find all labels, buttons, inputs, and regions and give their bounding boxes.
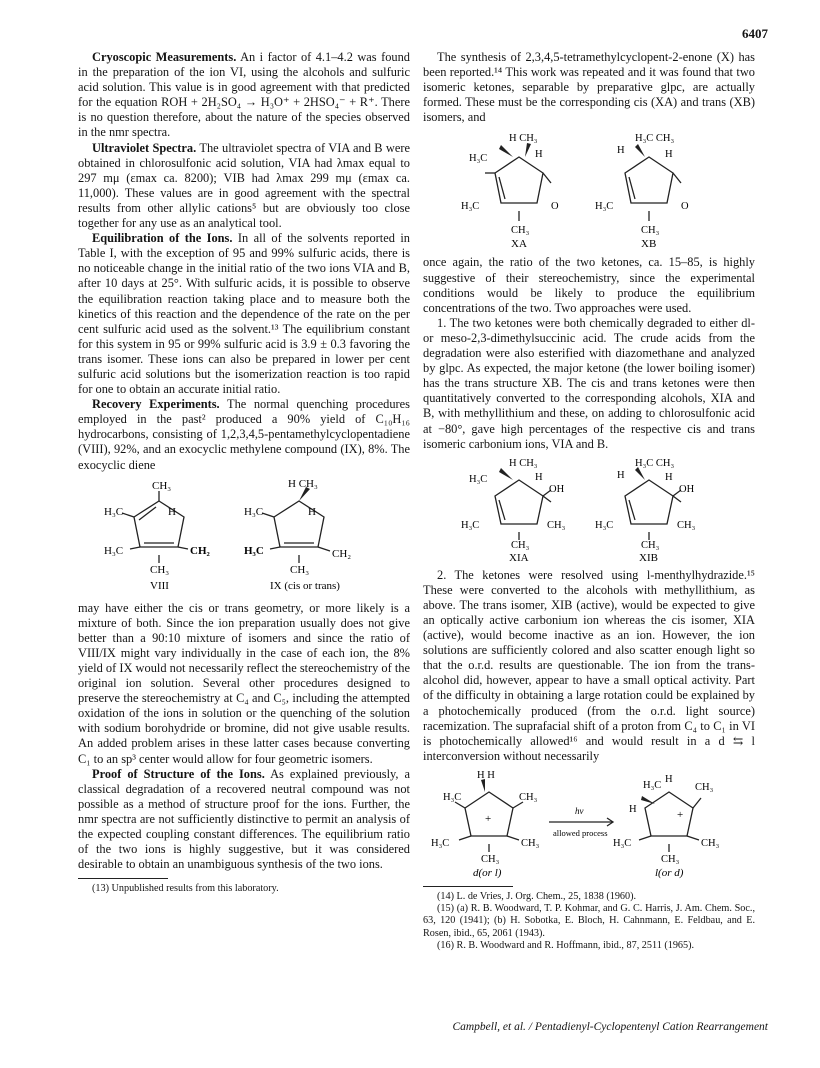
paragraph-recovery: Recovery Experiments. The normal quenching procedures employed in the past² produced a 90% yield of C₁₀H₁₆ hydrocarbons, consisting of 1,2,3,4,5-pentamethylcyclopentadiene (VIII), 92%, and an exocyclic methylene compound (IX), 8%. The exocyclic diene xyxy=(78,397,411,472)
photo-h-top-right: H xyxy=(665,773,673,785)
xa-o: O xyxy=(551,201,559,213)
photo-ch3-top-right: CH₃ xyxy=(695,781,714,793)
viii-ch2: CH₂ xyxy=(190,544,210,557)
paragraph-synthesis: The synthesis of 2,3,4,5-tetramethylcyclopent-2-enone (X) has been reported.¹⁴ This work was repeated and it was found that two isomeric ketones, separable by preparative glpc, are actually formed. These must be the corresponding cis (XA) and trans (XB) isomers, and xyxy=(423,50,755,125)
xb-h-left: H xyxy=(617,145,625,157)
xib-h-left: H xyxy=(617,469,625,481)
xa-label: XA xyxy=(511,238,527,251)
xa-ch3: CH₃ xyxy=(511,225,530,237)
viii-h: H xyxy=(168,505,176,518)
footnote-14: (14) L. de Vries, J. Org. Chem., 25, 1838 (1960). xyxy=(437,890,637,902)
photo-hv: hν xyxy=(575,805,584,816)
paragraph-approach-1: 1. The two ketones were both chemically degraded to either dl- or meso-2,3-dimethylsuccinic acid. The crude acids from the degradation were also esterified with diazomethane and analyzed by glpc. As expected, the major ketone (the lower boiling isomer) has the trans structure XB. The cis and trans ketones were then quantitatively converted to the corresponding alcohols, XIA and B, with methyllithium and these, on adding to chlorosulfonic acid at −80°, gave high percentages of the respective cis and trans isomeric carbonium ions, VIA and B. xyxy=(423,315,755,451)
xia-ch3-right: CH₃ xyxy=(547,519,566,531)
photo-h3c-right: H₃C xyxy=(613,837,632,849)
photo-arrow-text: allowed process xyxy=(553,827,608,838)
xib-h-right: H xyxy=(665,471,673,483)
paragraph-equilibration: Equilibration of the Ions. In all of the solvents reported in Table I, with the exception of 95 and 99% sulfuric acids, there is no noticeable change in the initial ratio of the two ions VIA and B, after 10 days at 25°. With sulfuric acids, it is possible to observe the equilibration reaction taking place and to measure both the kinetics of this reaction and the dependence of the rate on the per cent sulfuric acid used as the solvent.¹³ The equilibrium constant for this system in 95 or 99% sulfuric acid is 3.9 ± 0.3 favoring the trans isomer. These ions can also be prepared in lower per cent sulfuric acid solutions but the isomerization reaction is too rapid for one to obtain an accurate initial ratio. xyxy=(78,231,410,397)
xia-label: XIA xyxy=(509,551,529,564)
left-column xyxy=(78,50,410,896)
paragraph-ultraviolet: Ultraviolet Spectra. The ultraviolet spectra of VIA and B were obtained in chlorosulfonic acid solution, VIA had λmax equal to 297 mμ (εmax ca. 8200); VIB had λmax 299 mμ (εmax ca. 11,000). These values are in good agreement with the spectral results from other allylic cations⁵ but are obviously too close together for any use as an analytical tool. xyxy=(78,140,410,231)
photo-hh: H H xyxy=(477,769,495,781)
viii-ch3-bottom: CH₃ xyxy=(150,563,170,576)
xb-h3cch3: H₃C CH₃ xyxy=(635,133,675,145)
paragraph-approach-2: 2. The ketones were resolved using l-menthylhydrazide.¹⁵ These were converted to the alcohols with methyllithium, as above. The trans isomer, XIB (active), would be expected to give an optically active carbonium ion whereas the cis isomer, XIA (active), would become inactive as an ion. However, the ion solutions are sufficiently colored and also scatter enough light so that the o.r.d. results are questionable. The ion from the trans-alcohol did, however, appear to have a small optical activity. Part of the difficulty in obtaining a large rotation could be explained by a photochemically produced (from the o.r.d. light source) racemization. The suprafacial shift of a proton from C₄ to C₁ in VI is photochemically allowed¹⁶ and would result in a d ⇆ l interconversion without necessarily xyxy=(423,567,755,763)
footnote-divider-left xyxy=(78,878,168,879)
xa-hch3: H CH₃ xyxy=(509,133,538,145)
viii-label: VIII xyxy=(150,579,169,592)
xia-ch3: CH₃ xyxy=(511,539,530,551)
xa-h3c-top: H₃C xyxy=(469,153,488,165)
viii-h3c-left: H₃C xyxy=(104,544,124,557)
photo-plus-left: + xyxy=(485,812,492,825)
ix-label: IX (cis or trans) xyxy=(270,579,340,592)
xib-ch3: CH₃ xyxy=(641,539,660,551)
footnote-15: (15) (a) R. B. Woodward, T. P. Kohmar, and G. C. Harris, J. Am. Chem. Soc., 63, 120 (1941); (b) H. Sobotka, E. Bloch, H. Cahnmann, E. Feldbau, and E. Rosen, ibid., 65, 2061 (1943). xyxy=(423,903,755,939)
running-footer: Campbell, et al. / Pentadienyl-Cyclopentenyl Cation Rearrangement xyxy=(452,1021,768,1033)
xib-ch3-right: CH₃ xyxy=(677,519,696,531)
footnote-13: (13) Unpublished results from this laboratory. xyxy=(92,883,279,895)
paragraph-ratio: once again, the ratio of the two ketones, ca. 15–85, is highly suggestive of their stereochemistry, since the experimental conditions would be likely to produce the equilibrium concentrations of the two. Two approaches were used. xyxy=(423,255,755,315)
photo-h3c-top-left: H₃C xyxy=(443,791,462,803)
figure-viii-ix xyxy=(94,477,394,597)
photo-h-right: H xyxy=(629,803,637,815)
xb-h-right: H xyxy=(665,149,673,161)
photo-right-label: l(or d) xyxy=(655,866,684,879)
xa-h: H xyxy=(535,149,543,161)
xia-h3c-left: H₃C xyxy=(461,519,480,531)
photo-ch3-top-left: CH₃ xyxy=(519,791,538,803)
viii-h3c-top: H₃C xyxy=(104,505,124,518)
xb-o: O xyxy=(681,201,689,213)
xib-h3c-left: H₃C xyxy=(595,519,614,531)
right-column xyxy=(423,50,755,952)
ix-hch3: H CH₃ xyxy=(288,477,318,490)
figure-xa-xb xyxy=(439,129,739,251)
xib-h3cch3: H₃C CH₃ xyxy=(635,457,675,469)
photo-h3c-left: H₃C xyxy=(431,837,450,849)
photo-left-label: d(or l) xyxy=(473,866,502,879)
figure-photochemical xyxy=(429,768,749,880)
xia-oh: OH xyxy=(549,483,565,495)
photo-ch3-bottom-left: CH₃ xyxy=(481,853,500,865)
xia-h3c-top: H₃C xyxy=(469,473,488,485)
photo-h3c-top-right: H₃C xyxy=(643,779,662,791)
paragraph-proof-of-structure: Proof of Structure of the Ions. As explained previously, a classical degradation of a recovered neutral compound was not possible as a method of structure proof for the ions. Further, the nmr spectra are not sufficiently distinctive to permit an analysis of the expected coupling constant differences. The equilibrium ratio of the two ions is highly suggestive, but it was considered desirable to obtain an unambiguous synthesis of the two ions. xyxy=(78,766,410,872)
ix-h3c-top: H₃C xyxy=(244,505,264,518)
ix-h: H xyxy=(308,505,316,518)
footnote-divider-right xyxy=(423,886,513,887)
xb-label: XB xyxy=(641,238,657,251)
photo-ch3-bottom-right: CH₃ xyxy=(661,853,680,865)
figure-xia-xib xyxy=(439,456,739,564)
xib-label: XIB xyxy=(639,551,658,564)
paragraph-cryoscopic: Cryoscopic Measurements. An i factor of 4.1–4.2 was found in the preparation of the ion VI, using the alcohols and sulfuric acid solution. This value is in good agreement with that predicted for the equation ROH + 2H₂SO₄ → H₃O⁺ + 2HSO₄⁻ + R⁺. There is no question therefore, about the nature of the species observed in the nmr spectra. xyxy=(78,50,411,140)
ix-ch2: CH₂ xyxy=(332,547,352,560)
xia-h: H xyxy=(535,471,543,483)
xb-ch3: CH₃ xyxy=(641,225,660,237)
photo-plus-right: + xyxy=(677,808,684,821)
photo-ch3-left: CH₃ xyxy=(521,837,540,849)
xb-h3c-left: H₃C xyxy=(595,201,614,213)
page-number: 6407 xyxy=(742,26,768,41)
paragraph-exocyclic-continued: may have either the cis or trans geometry, or more likely is a mixture of both. Since the ion preparation usually does not give better than a 90:10 mixture of isomers and since the ratio of VIII/IX might vary individually in the case of each ion, the 8% yield of IX would not necessarily reflect the stereochemistry of the original ion solution. Several other procedures designed to preserve the stereochemistry at C₄ and C₅, including the attempted oxidation of the ions in solution or the quenching of the solution with sodium borohydride or bromine, did not give usable results. An added problem arises in these latter cases because converting C₁ to an sp³ center would allow for four geometric isomers. xyxy=(78,600,410,766)
ix-h3c-left: H₃C xyxy=(244,544,264,557)
footnote-16: (16) R. B. Woodward and R. Hoffmann, ibid., 87, 2511 (1965). xyxy=(437,939,695,951)
viii-ch3-top: CH₃ xyxy=(152,479,172,492)
xib-oh: OH xyxy=(679,483,695,495)
ix-ch3-bottom: CH₃ xyxy=(290,563,310,576)
xa-h3c-left: H₃C xyxy=(461,201,480,213)
photo-ch3-right: CH₃ xyxy=(701,837,720,849)
xia-hch3: H CH₃ xyxy=(509,457,538,469)
